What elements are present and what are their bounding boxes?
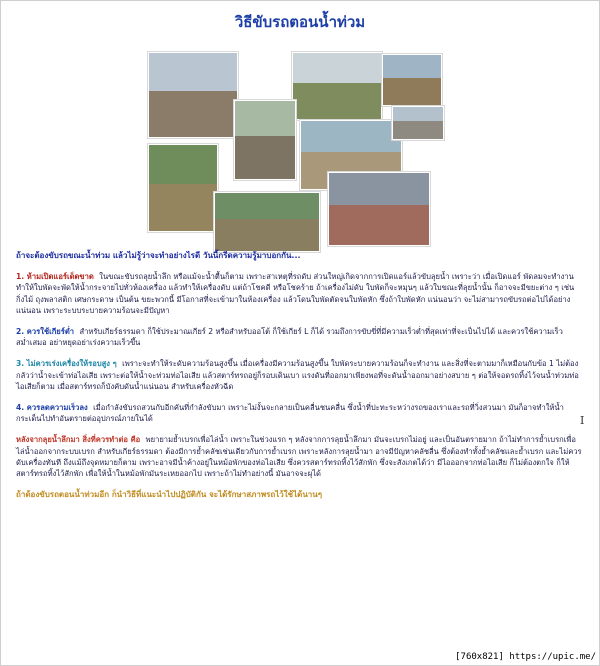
after-flood-heading: หลังจากลุยน้ำลึกมา สิ่งที่ควรทำต่อ คือ bbox=[16, 435, 141, 445]
flood-town-aerial-photo bbox=[292, 52, 382, 120]
flood-photo-collage bbox=[0, 0, 600, 260]
closing-text: ถ้าต้องขับรถตอนน้ำท่วมอีก ก็นำวิธีที่แนะนำไปปฏิบัติกัน จะได้รักษาสภาพรถไว้ใช้ได้นานๆ bbox=[16, 490, 323, 500]
flood-houses-photo bbox=[382, 54, 442, 106]
tip-2-heading: 2. ควรใช้เกียร์ต่ำ bbox=[16, 327, 75, 337]
tip-1-heading: 1. ห้ามเปิดแอร์เด็ดขาด bbox=[16, 272, 94, 282]
flood-street-people-photo bbox=[148, 52, 238, 138]
flood-village-photo bbox=[214, 192, 320, 252]
tip-2-text: สำหรับเกียร์ธรรมดา ก็ใช้ประมาณเกียร์ 2 หรือสำหรับออโต้ ก็ใช้เกียร์ L ก็ได้ รวมถึงการขับขี่ที่มีความเร็วต่ำที่สุดเท่าที่จะเป็นไปได้ และควรใช้ความเร็วสม่ำเสมอ อย่าหยุดอย่าเร่งความเร็วขึ้น bbox=[16, 327, 563, 348]
flood-rural-aerial-photo bbox=[148, 144, 218, 232]
tip-4-heading: 4. ควรลดความเร็วลง bbox=[16, 403, 88, 413]
tip-1 bbox=[16, 271, 582, 316]
after-flood-tip bbox=[16, 434, 582, 479]
tip-4 bbox=[16, 402, 582, 424]
text-cursor-icon: I bbox=[580, 414, 585, 427]
tip-3 bbox=[16, 358, 582, 392]
after-flood-text: พยายามย้ำเบรกเพื่อไล่น้ำ เพราะในช่วงแรก ๆ หลังจากการลุยน้ำลึกมา มันจะเบรกไม่อยู่ และเป็นอันตรายมาก ถ้าไม่ทำการย้ำเบรกเพื่อไล่น้ำออกจากระบบเบรก สำหรับเกียร์ธรรมดา ต้องมีการย้ำคลัชเช่นเดียวกับการย้ำเบรก เพราะหลังการลุยน้ำมา อาจมีปัญหาคลัชลื่น ซึ่งต้องทำทั้งย้ำคลัชและย้ำเบรก และไม่ควรดับเครื่องทันที ถึงแม้ถึงจุดหมายก็ตาม เพราะอาจมีน้ำค้างอยู่ในหม้อพักของท่อไอเสีย ซึ่งควรสตาร์ทรถทิ้งไว้สักพัก ซึ่งจะสังเกตได้ว่า มีไอออกจากท่อไอเสีย ก็ไม่ต้องตกใจ ก็ให้สตาร์ทรถทิ้งไว้สักพัก เพื่อให้น้ำในหม้อพักมันระเหยออกไป เพราะถ้าไม่ทำอย่างนี้ มันอาจจะผุได้ bbox=[16, 435, 582, 479]
tip-1-text: ในขณะขับรถลุยน้ำลึก หรือแม้จะน้ำตื้นก็ตาม เพราะสาเหตุที่รถดับ ส่วนใหญ่เกิดจากการเปิดแอร์แล้วขับลุยน้ำ เพราะว่า เมื่อเปิดแอร์ พัดลมจะทำงาน ทำให้ใบพัดจะพัดให้น้ำกระจายไปทั่วห้องเครื่อง แล้วทำให้เครื่องดับ แต่ถ้าโชคดี หรือโชคร้าย ถ้าเครื่องไม่ดับ ใบพัดก็จะหมุนๆ แล้วใบขณะที่ลุยน้ำนั้น ก็อาจจะมีขยะต่าง ๆ เช่น กิ่งไม้ ถุงพลาสติก เศษกระดาษ เป็นต้น ขยะพวกนี้ มีโอกาสที่จะเข้ามาในห้องเครื่อง แล้วโดนใบพัดตัดจนใบพัดหัก ซึ่งถ้าใบพัดหัก แน่นอนว่า จะไม่สามารถขับรถต่อไปได้อย่างแน่นอน เพราะระบบระบายความร้อนจะมีปัญหา bbox=[16, 272, 575, 315]
flood-men-wading-photo bbox=[234, 100, 296, 180]
article-body bbox=[16, 250, 585, 500]
flood-car-in-water-photo bbox=[328, 172, 430, 246]
tip-2 bbox=[16, 326, 582, 348]
tip-4-text: เมื่อกำลังขับรถสวนกับอีกคันที่กำลังขับมา เพราะไม่งั้นจะกลายเป็นคลื่นชนคลื่น ซึ่งน้ำที่ปะทะระหว่างรถของเราและรถที่วิ่งสวนมา มันก็อาจทำให้น้ำกระเด็นไปทำอันตรายต่ออุปกรณ์ภายในได้ bbox=[16, 403, 564, 424]
page-title: วิธีขับรถตอนน้ำท่วม bbox=[234, 13, 366, 31]
flood-flooded-street-photo bbox=[392, 106, 444, 140]
tip-3-text: เพราะจะทำให้ระดับความร้อนสูงขึ้น เมื่อเครื่องมีความร้อนสูงขึ้น ใบพัดระบายความร้อนก็จะทำงาน และสิ่งที่จะตามมาก็เหมือนกับข้อ 1 ไม่ต้องกลัวว่าน้ำจะเข้าท่อไอเสีย เพราะต่อให้น้ำจะท่วมท่อไอเสีย แล้วสตาร์ทรถอยู่ก็รอบเดินเบา แรงดันที่ออกมาเพียงพอที่จะดันน้ำออกมาอย่างสบาย ๆ ต่อให้จอดรถทิ้งไว้จนน้ำท่วมท่อไอเสียก็ตาม เมื่อสตาร์ทรถก็บังคับดันน้ำแน่นอน สำหรับเครื่องหัวฉีด bbox=[16, 359, 579, 391]
image-watermark: [760x821] https://upic.me/ bbox=[455, 652, 596, 662]
tip-3-heading: 3. ไม่ควรเร่งเครื่องให้รอบสูง ๆ bbox=[16, 359, 117, 369]
intro-text: ถ้าจะต้องขับรถขณะน้ำท่วม แล้วไม่รู้ว่าจะทำอย่างไรดี วันนี้กรีดความรู้มาบอกกัน... bbox=[16, 251, 301, 260]
